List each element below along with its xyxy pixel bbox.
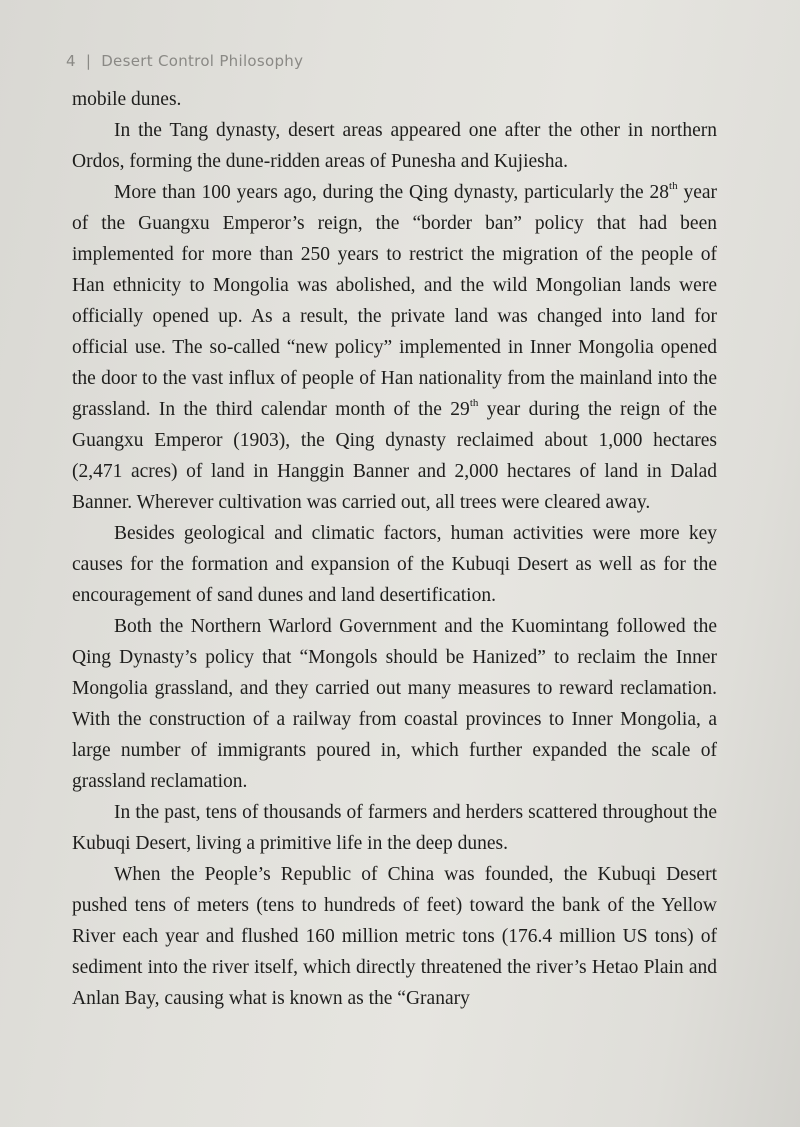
paragraph: Both the Northern Warlord Government and the Kuomintang followed the Qing Dynasty’s policy that “Mongols should be Hanized” to reclaim the Inner Mongolia grassland, and they carried out many measures to reward reclamation. With the construction of a railway from coastal provinces to Inner Mongolia, a large number of immigrants poured in, which further expanded the scale of grassland reclamation. <box>72 616 717 792</box>
paragraph: When the People’s Republic of China was founded, the Kubuqi Desert pushed tens of meters (tens to hundreds of feet) toward the bank of the Yellow River each year and flushed 160 million metric tons (176.4 million US tons) of sediment into the river itself, which directly threatened the river’s Hetao Plain and Anlan Bay, causing what is known as the “Granary <box>72 864 717 1009</box>
paragraph-text: year of the Guangxu Emperor’s reign, the “border ban” policy that had been implemented for more than 250 years to restrict the migration of the people of Han ethnicity to Mongolia was abolished, and the wild Mongolian lands were officially opened up. As a result, the private land was changed into land for official use. The so-called “new policy” implemented in Inner Mongolia opened the door to the vast influx of people of Han nationality from the mainland into the grassland. In the third calendar month of the 29 <box>72 182 718 420</box>
paragraph <box>72 177 717 518</box>
paragraph: mobile dunes. <box>72 89 182 110</box>
running-title: Desert Control Philosophy <box>101 52 304 70</box>
paragraph: In the past, tens of thousands of farmers and herders scattered throughout the Kubuqi Desert, living a primitive life in the deep dunes. <box>72 802 717 854</box>
paragraph-text: year during the reign of the Guangxu Emperor (1903), the Qing dynasty reclaimed about 1,000 hectares (2,471 acres) of land in Hanggin Banner and 2,000 hectares of land in Dalad Banner. Wherever cultivation was carried out, all trees were cleared away. <box>72 399 718 513</box>
paragraph-text: More than 100 years ago, during the Qing dynasty, particularly the 28 <box>114 182 670 203</box>
paragraph: Besides geological and climatic factors, human activities were more key causes for the formation and expansion of the Kubuqi Desert as well as for the encouragement of sand dunes and land desertification. <box>72 523 717 606</box>
running-head <box>66 52 303 70</box>
paragraph: In the Tang dynasty, desert areas appeared one after the other in northern Ordos, forming the dune-ridden areas of Punesha and Kujiesha. <box>72 120 717 172</box>
ordinal-superscript: th <box>669 180 678 192</box>
header-separator: | <box>85 52 92 70</box>
ordinal-superscript: th <box>469 397 479 409</box>
body-text <box>72 84 717 1014</box>
page-number: 4 <box>66 52 76 70</box>
